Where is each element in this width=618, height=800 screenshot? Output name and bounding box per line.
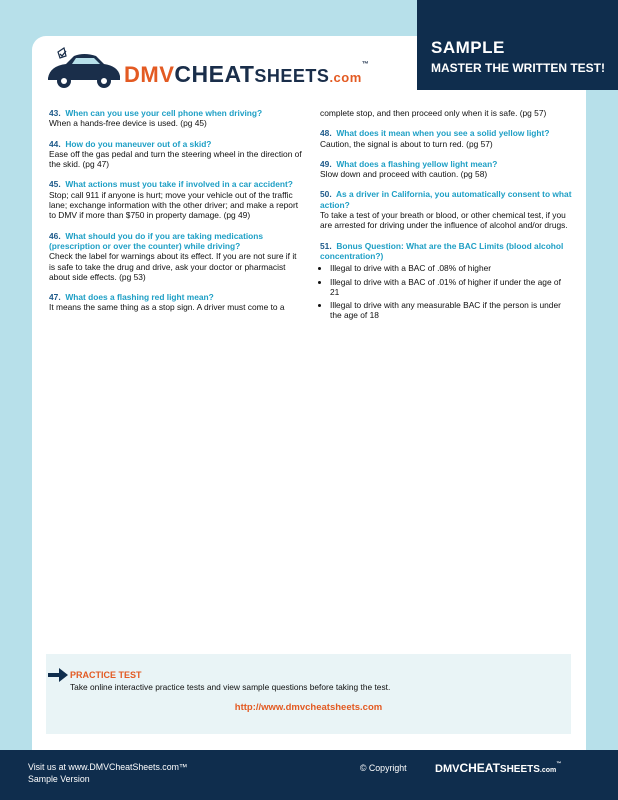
question-text: What does a flashing red light mean? [65,292,214,303]
qa-item: 45. What actions must you take if involved in a car accident? Stop; call 911 if anyone is hurt; move your vehicle out of the traffic lane; exchange information with the other driver; and make a report to DMV if more than $750 in property damage. (pg 49) [49,179,304,220]
qa-item-bonus: 51. Bonus Question: What are the BAC Limits (blood alcohol concentration?) • Illegal to drive with a BAC of .08% of higher • Illegal to drive with a BAC of .01% of higher if under the age of 21 • Illegal to drive with any measurable BAC if the person is under the age of 18 [320,241,572,321]
car-logo-icon [44,46,124,90]
list-item: • Illegal to drive with a BAC of .01% of higher if under the age of 21 [330,277,572,298]
answer-text: Ease off the gas pedal and turn the steering wheel in the direction of the skid. (pg 47) [49,148,302,170]
qa-item: 50. As a driver in California, you automatically consent to what action? To take a test of your breath or blood, or other chemical test, if you are arrested for driving under the influence of alcohol and/or drugs. [320,189,572,231]
site-logo [44,46,414,90]
footer-visit-text: Visit us at www.DMVCheatSheets.com™ [28,762,188,772]
answer-continuation: complete stop, and then proceed only when it is safe. (pg 57) [320,108,547,118]
answer-text: It means the same thing as a stop sign. A driver must come to a [49,302,285,313]
left-column [49,108,304,323]
question-text: What actions must you take if involved in a car accident? [65,179,293,190]
footer-version: Sample Version [28,774,90,784]
question-text: As a driver in California, you automatically consent to what action? [320,189,572,210]
footer [0,750,618,800]
question-text: What does a flashing yellow light mean? [336,158,498,169]
banner-subtitle: MASTER THE WRITTEN TEST! [431,61,605,75]
bac-limits-list [320,263,572,320]
website-link[interactable]: http://www.dmvcheatsheets.com [234,702,383,713]
answer-text: Stop; call 911 if anyone is hurt; move your vehicle out of the traffic lane; exchange information with the other driver; and make a report to DMV if more than $750 in property damage. (pg 49) [49,189,299,221]
answer-text: Slow down and proceed with caution. (pg 58) [320,169,488,180]
footer-logo: DMVCHEATSHEETS.com™ [435,761,562,775]
right-column [320,108,572,331]
qa-item: 48. What does it mean when you see a solid yellow light? Caution, the signal is about to turn red. (pg 57) [320,128,572,149]
practice-title: PRACTICE TEST [70,670,142,680]
question-text: When can you use your cell phone when driving? [65,108,263,118]
banner-title: SAMPLE [431,38,505,57]
answer-text: Check the label for warnings about its effect. If you are not sure if it is safe to take the drug and drive, ask your doctor or pharmacist about side effects. (pg 53) [49,251,297,282]
list-item: • Illegal to drive with any measurable BAC if the person is under the age of 18 [330,300,572,321]
practice-description: Take online interactive practice tests and view sample questions before taking the test. [70,682,391,692]
qa-item: 46. What should you do if you are taking medications (prescription or over the counter) while driving? Check the label for warnings about its effect. If you are not sure if it is safe to take the drug and drive, ask your doctor or pharmacist about side effects. (pg 53) [49,231,304,282]
qa-item: 49. What does a flashing yellow light mean? Slow down and proceed with caution. (pg 58) [320,159,572,180]
answer-text: When a hands-free device is used. (pg 45) [49,118,207,129]
qa-item: 43. When can you use your cell phone when driving? When a hands-free device is used. (pg 45) [49,108,304,129]
logo-wordmark: DMVCHEATSHEETS.com™ [124,61,370,87]
qa-item: 44. How do you maneuver out of a skid? Ease off the gas pedal and turn the steering wheel in the direction of the skid. (pg 47) [49,139,304,170]
sample-banner [417,0,618,90]
footer-copyright: © Copyright [360,763,407,773]
answer-text: To take a test of your breath or blood, or other chemical test, if you are arrested for driving under the influence of alcohol and/or drugs. [320,210,568,231]
qa-item: 47. What does a flashing red light mean? It means the same thing as a stop sign. A driver must come to a [49,292,304,313]
question-text: Bonus Question: What are the BAC Limits (blood alcohol concentration?) [320,240,564,261]
list-item: • Illegal to drive with a BAC of .08% of higher [330,263,572,273]
answer-text: Caution, the signal is about to turn red. (pg 57) [320,138,493,149]
arrow-right-icon [48,668,68,682]
question-text: What does it mean when you see a solid yellow light? [336,128,550,139]
practice-test-box [46,654,571,734]
question-text: What should you do if you are taking medications (prescription or over the counter) while driving? [49,230,264,251]
question-text: How do you maneuver out of a skid? [65,138,212,149]
